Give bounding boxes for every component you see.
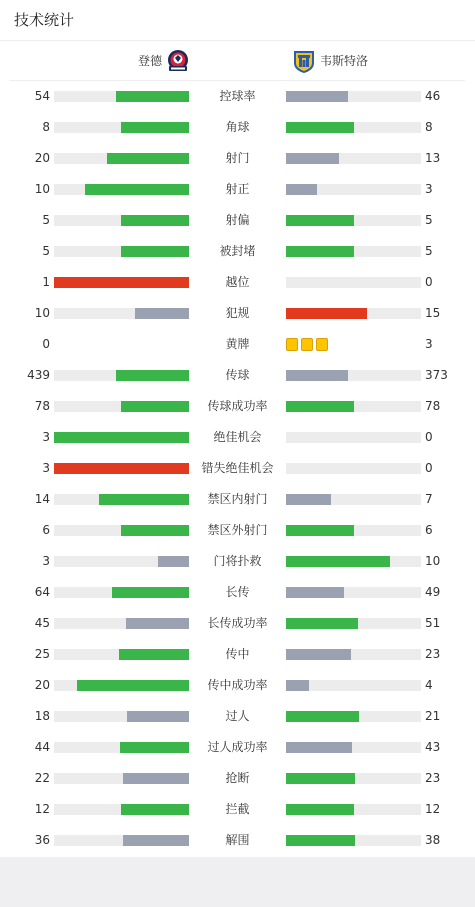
home-value: 64 (34, 585, 50, 599)
away-bar-track (286, 370, 421, 381)
stat-label: 传球 (225, 368, 250, 382)
home-bar (126, 618, 189, 629)
home-value: 54 (34, 89, 50, 103)
away-bar-track (286, 587, 421, 598)
stat-label: 过人 (225, 709, 250, 723)
away-bar-track (286, 680, 421, 691)
home-bar-track (54, 711, 189, 722)
stat-row (0, 236, 475, 267)
stat-row (0, 639, 475, 670)
home-bar (54, 432, 189, 443)
home-bar (85, 184, 189, 195)
home-bar-track (54, 587, 189, 598)
home-bar-track (54, 246, 189, 257)
home-value: 44 (34, 740, 50, 754)
stat-label: 犯规 (225, 306, 250, 320)
stat-label: 抢断 (225, 771, 250, 785)
away-value: 51 (425, 616, 441, 630)
away-bar-track (286, 618, 421, 629)
stat-label: 黄牌 (225, 337, 250, 351)
home-bar (120, 742, 189, 753)
home-bar-track (54, 556, 189, 567)
away-bar (286, 556, 390, 567)
away-value: 3 (425, 182, 433, 196)
stat-row (0, 701, 475, 732)
home-bar-track (54, 401, 189, 412)
stat-row (0, 515, 475, 546)
home-bar-track (54, 215, 189, 226)
teams-header (9, 41, 465, 81)
home-bar-track (54, 153, 189, 164)
stat-row (0, 360, 475, 391)
home-value: 8 (42, 120, 50, 134)
away-bar (286, 618, 358, 629)
stat-label: 越位 (225, 275, 250, 289)
home-value: 1 (42, 275, 50, 289)
home-bar-track (54, 618, 189, 629)
home-bar (158, 556, 189, 567)
stat-label: 射门 (225, 151, 250, 165)
home-value: 3 (42, 554, 50, 568)
away-value: 12 (425, 802, 441, 816)
away-bar-track (286, 494, 421, 505)
yellow-cards (286, 338, 328, 351)
away-bar (286, 494, 331, 505)
home-value: 12 (34, 802, 50, 816)
home-bar-track (54, 370, 189, 381)
away-value: 15 (425, 306, 441, 320)
away-value: 46 (425, 89, 441, 103)
away-bar-track (286, 153, 421, 164)
stat-label: 禁区内射门 (207, 492, 268, 506)
away-value: 21 (425, 709, 441, 723)
away-value: 0 (425, 461, 433, 475)
home-bar (77, 680, 189, 691)
away-bar (286, 246, 354, 257)
home-team-name: 登德 (138, 54, 163, 68)
stat-row (0, 608, 475, 639)
home-bar (121, 246, 189, 257)
home-value: 5 (42, 244, 50, 258)
away-value: 43 (425, 740, 441, 754)
stat-row (0, 732, 475, 763)
away-bar (286, 773, 355, 784)
yellow-card-icon (316, 338, 328, 351)
home-bar (112, 587, 189, 598)
stat-row (0, 484, 475, 515)
home-bar-track (54, 463, 189, 474)
away-bar-track (286, 742, 421, 753)
away-bar (286, 804, 354, 815)
away-bar-track (286, 122, 421, 133)
home-bar-track (54, 804, 189, 815)
away-value: 23 (425, 771, 441, 785)
away-bar (286, 308, 367, 319)
stat-label: 过人成功率 (207, 740, 268, 754)
home-bar (123, 835, 189, 846)
home-bar (121, 804, 189, 815)
home-bar (121, 215, 189, 226)
away-bar-track (286, 215, 421, 226)
home-bar-track (54, 184, 189, 195)
away-value: 78 (425, 399, 441, 413)
away-bar-track (286, 463, 421, 474)
away-bar-track (286, 525, 421, 536)
away-value: 23 (425, 647, 441, 661)
away-value: 0 (425, 275, 433, 289)
home-bar-track (54, 308, 189, 319)
home-bar-track (54, 680, 189, 691)
home-value: 3 (42, 461, 50, 475)
away-bar-track (286, 401, 421, 412)
home-bar (116, 370, 189, 381)
away-value: 5 (425, 213, 433, 227)
stat-row (0, 422, 475, 453)
stat-label: 错失绝佳机会 (201, 461, 274, 475)
stat-label: 长传成功率 (207, 616, 268, 630)
away-bar-track (286, 277, 421, 288)
stat-row (0, 81, 475, 112)
home-value: 0 (42, 337, 50, 351)
stat-row (0, 670, 475, 701)
away-bar (286, 680, 309, 691)
page-title: 技术统计 (0, 0, 475, 41)
home-bar (121, 401, 189, 412)
stat-label: 长传 (225, 585, 250, 599)
home-bar (99, 494, 189, 505)
home-bar (116, 91, 189, 102)
away-bar-track (286, 91, 421, 102)
stat-row (0, 329, 475, 360)
westerlo-crest-icon (292, 48, 316, 74)
away-bar (286, 122, 354, 133)
home-bar (54, 277, 189, 288)
stat-label: 角球 (225, 120, 250, 134)
home-value: 18 (34, 709, 50, 723)
away-bar (286, 153, 339, 164)
home-value: 25 (34, 647, 50, 661)
home-value: 439 (27, 368, 50, 382)
away-team[interactable] (292, 47, 368, 75)
away-value: 38 (425, 833, 441, 847)
home-bar (121, 525, 189, 536)
home-bar-track (54, 649, 189, 660)
stat-row (0, 298, 475, 329)
away-value: 10 (425, 554, 441, 568)
stat-row (0, 391, 475, 422)
home-value: 5 (42, 213, 50, 227)
home-bar-track (54, 122, 189, 133)
home-bar (54, 463, 189, 474)
home-bar (135, 308, 189, 319)
dundee-crest-icon (166, 48, 190, 74)
stat-label: 绝佳机会 (213, 430, 262, 444)
away-bar (286, 742, 352, 753)
away-bar (286, 401, 354, 412)
away-bar-track (286, 184, 421, 195)
stat-row (0, 577, 475, 608)
home-bar (123, 773, 189, 784)
away-value: 49 (425, 585, 441, 599)
home-value: 20 (34, 151, 50, 165)
stat-row (0, 546, 475, 577)
home-bar-track (54, 742, 189, 753)
stat-row (0, 112, 475, 143)
away-bar-track (286, 556, 421, 567)
stat-row (0, 453, 475, 484)
away-bar-track (286, 649, 421, 660)
away-bar-track (286, 804, 421, 815)
away-bar-track (286, 308, 421, 319)
stat-row (0, 174, 475, 205)
stat-label: 射正 (225, 182, 250, 196)
away-value: 3 (425, 337, 433, 351)
away-value: 8 (425, 120, 433, 134)
home-value: 14 (34, 492, 50, 506)
yellow-card-icon (301, 338, 313, 351)
stat-label: 解围 (225, 833, 250, 847)
stat-label: 射偏 (225, 213, 250, 227)
home-value: 22 (34, 771, 50, 785)
away-value: 4 (425, 678, 433, 692)
away-bar-track (286, 835, 421, 846)
home-bar (119, 649, 189, 660)
stat-row (0, 205, 475, 236)
home-bar (127, 711, 189, 722)
home-bar-track (54, 91, 189, 102)
stat-label: 控球率 (219, 89, 256, 103)
away-bar (286, 184, 317, 195)
stat-row (0, 763, 475, 794)
away-value: 0 (425, 430, 433, 444)
stat-row (0, 825, 475, 856)
stat-label: 传中成功率 (207, 678, 268, 692)
away-bar-track (286, 246, 421, 257)
away-value: 7 (425, 492, 433, 506)
home-value: 10 (34, 306, 50, 320)
away-team-name: 韦斯特洛 (320, 54, 369, 68)
stat-row (0, 267, 475, 298)
home-value: 10 (34, 182, 50, 196)
away-bar-track (286, 432, 421, 443)
home-value: 78 (34, 399, 50, 413)
home-bar-track (54, 277, 189, 288)
away-value: 13 (425, 151, 441, 165)
away-value: 5 (425, 244, 433, 258)
stat-label: 禁区外射门 (207, 523, 268, 537)
away-value: 6 (425, 523, 433, 537)
away-bar (286, 649, 351, 660)
away-bar-track (286, 773, 421, 784)
away-bar (286, 835, 355, 846)
away-bar (286, 525, 354, 536)
yellow-card-icon (286, 338, 298, 351)
stat-label: 门将扑救 (213, 554, 262, 568)
away-bar (286, 370, 348, 381)
stat-label: 被封堵 (219, 244, 256, 258)
home-value: 36 (34, 833, 50, 847)
home-bar (121, 122, 189, 133)
away-bar (286, 711, 359, 722)
stat-label: 拦截 (225, 802, 250, 816)
home-value: 6 (42, 523, 50, 537)
home-team[interactable] (138, 49, 190, 73)
stat-row (0, 794, 475, 825)
home-bar-track (54, 835, 189, 846)
home-bar-track (54, 432, 189, 443)
stat-label: 传中 (225, 647, 250, 661)
home-bar (107, 153, 189, 164)
home-value: 3 (42, 430, 50, 444)
home-bar-track (54, 525, 189, 536)
away-bar-track (286, 711, 421, 722)
home-value: 45 (34, 616, 50, 630)
away-bar (286, 587, 344, 598)
home-value: 20 (34, 678, 50, 692)
away-bar (286, 91, 348, 102)
away-bar (286, 215, 354, 226)
away-value: 373 (425, 368, 448, 382)
home-bar-track (54, 494, 189, 505)
stat-row (0, 143, 475, 174)
stat-label: 传球成功率 (207, 399, 268, 413)
home-bar-track (54, 773, 189, 784)
